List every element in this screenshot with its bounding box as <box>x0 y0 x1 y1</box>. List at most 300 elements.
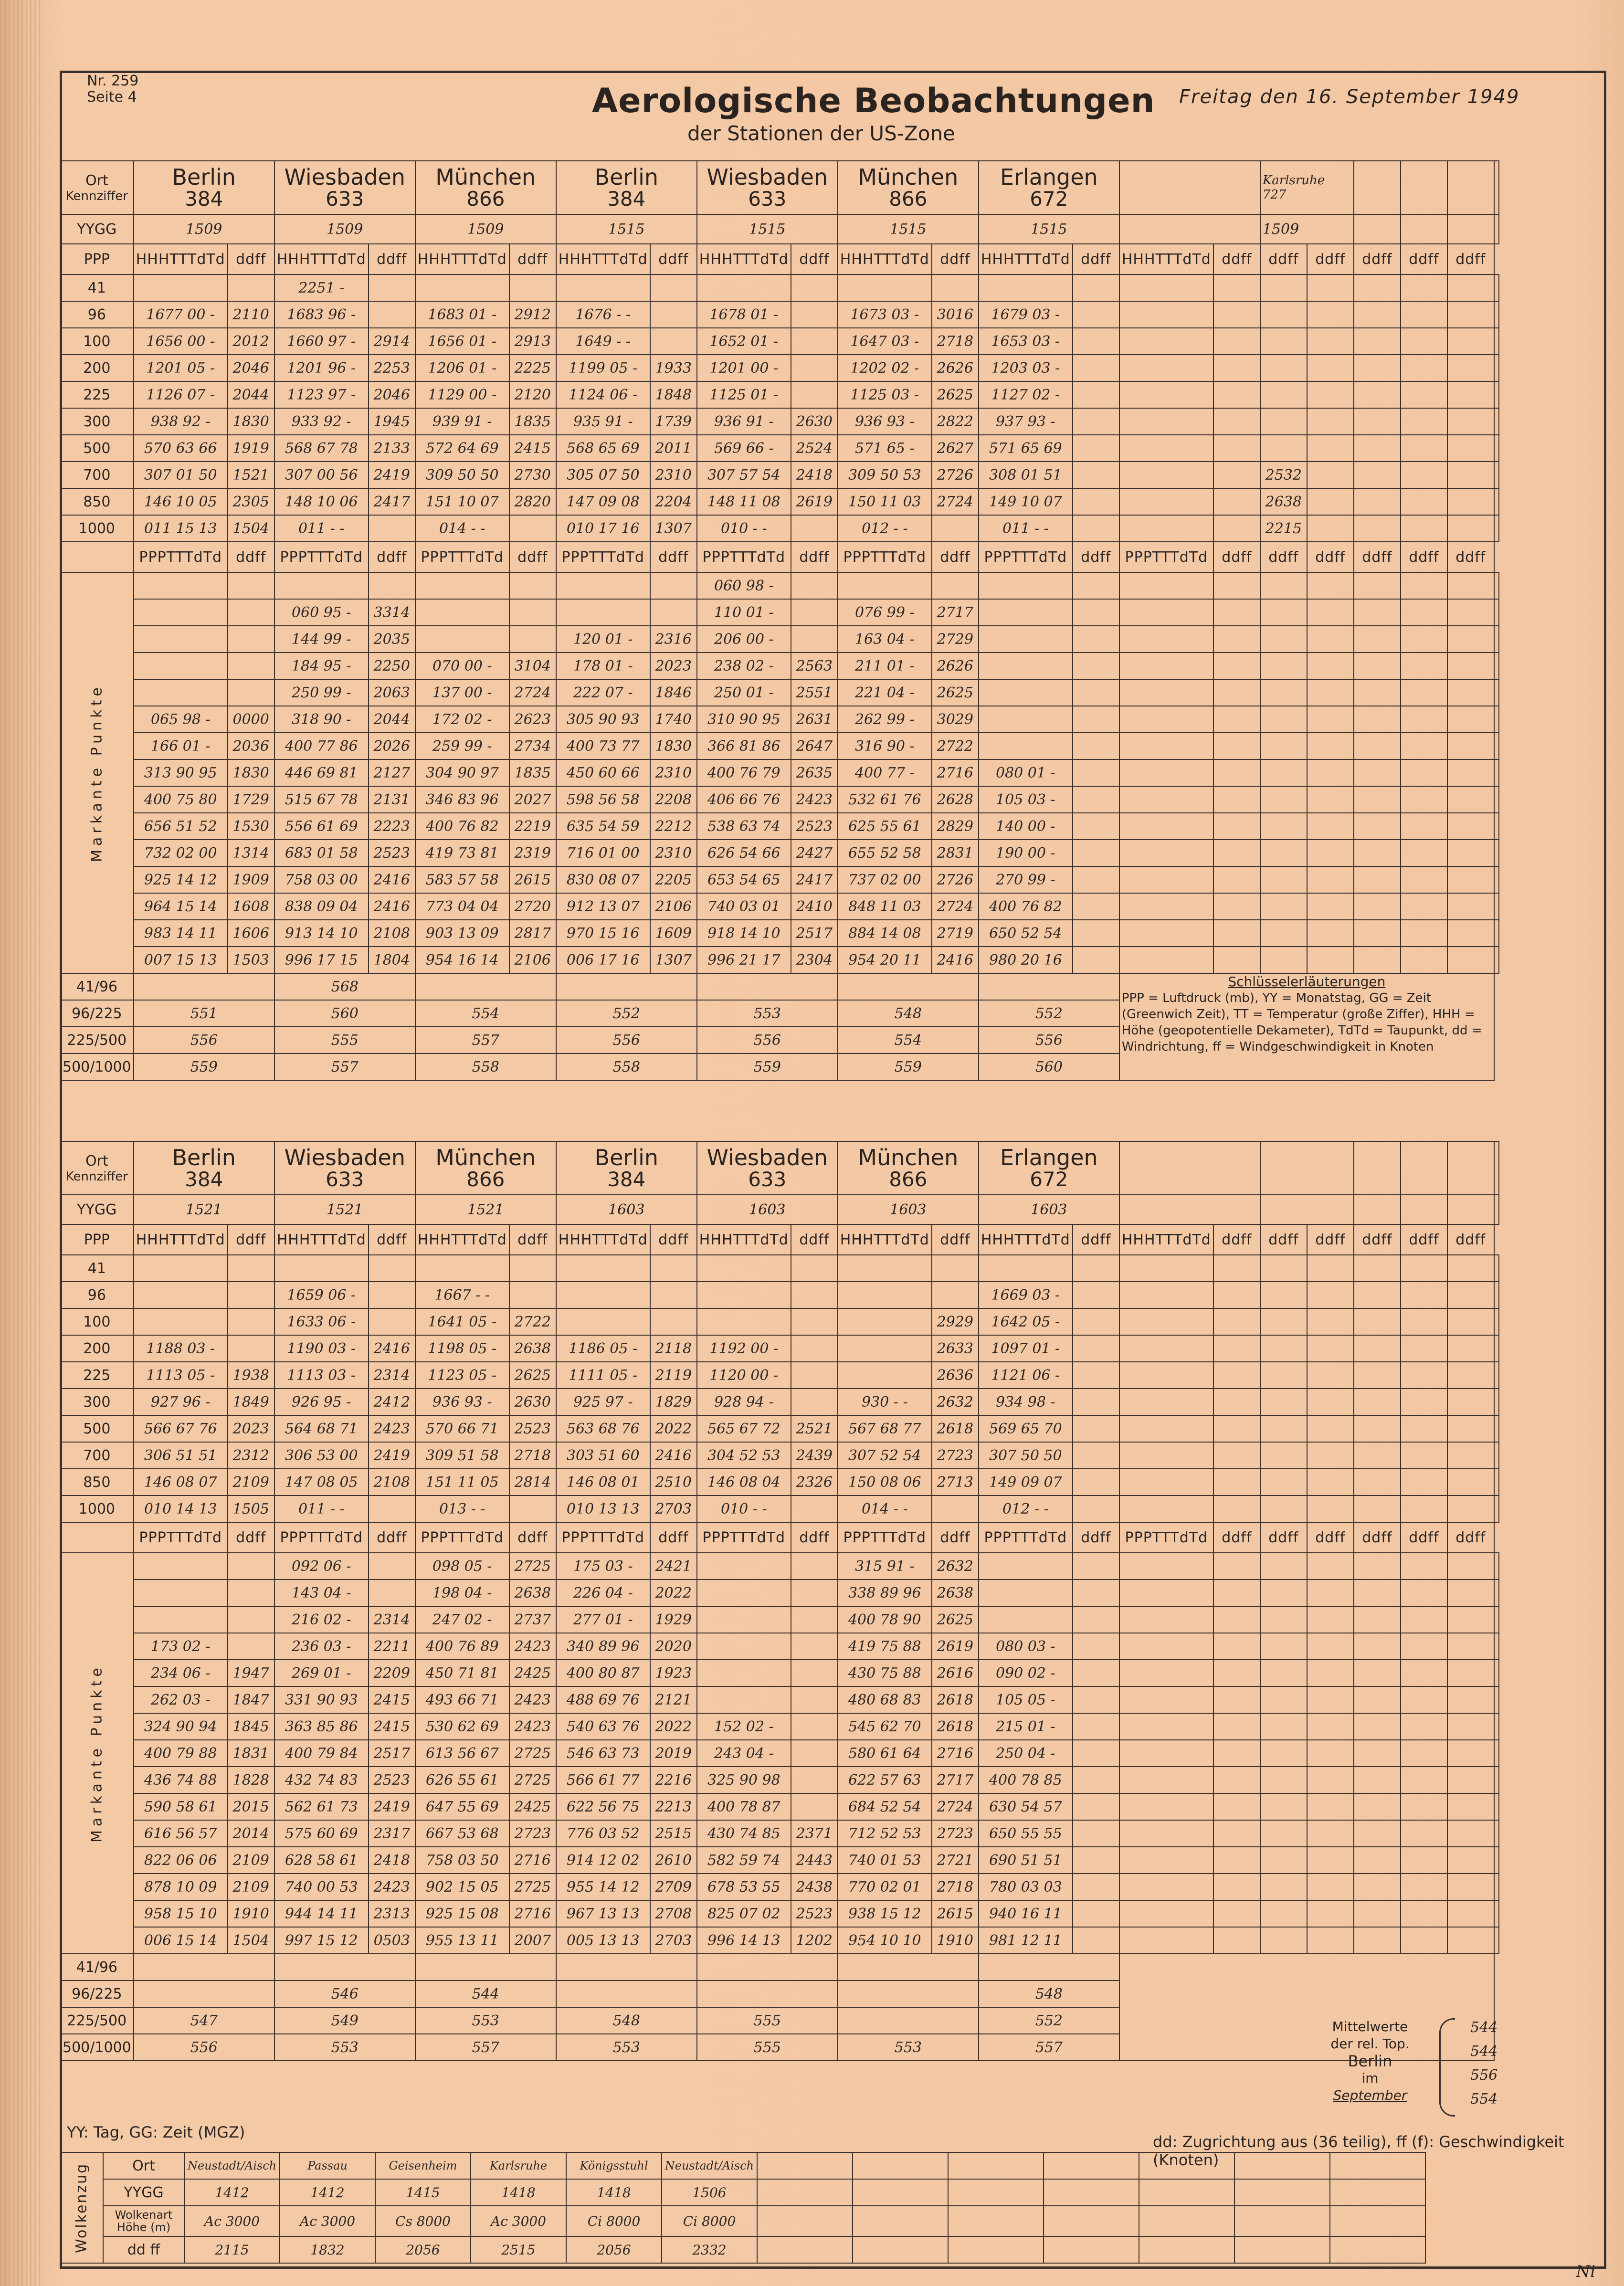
markant-cell: 2831 <box>932 840 979 866</box>
obs-cell <box>1447 1362 1494 1389</box>
markant-cell <box>1494 706 1499 733</box>
markant-cell: 2106 <box>650 893 697 920</box>
obs-cell <box>1260 1389 1307 1415</box>
obs-cell: 309 50 50 <box>415 462 509 488</box>
wolkenzug-cell <box>757 2236 853 2263</box>
obs-cell <box>1307 488 1354 515</box>
obs-cell: 011 - - <box>979 515 1073 542</box>
markant-cell: 430 75 88 <box>838 1660 932 1686</box>
markant-cell <box>791 1606 838 1633</box>
ddff-col-header: ddff <box>650 244 697 274</box>
markant-cell: 2708 <box>650 1900 697 1927</box>
markant-cell: 2416 <box>932 947 979 973</box>
station-header <box>1260 1141 1354 1195</box>
pressure-level: 700 <box>60 1442 134 1469</box>
thickness-value: 548 <box>979 1980 1119 2007</box>
markant-cell <box>1260 1874 1307 1900</box>
markant-cell <box>1447 1553 1494 1580</box>
obs-cell: 2416 <box>650 1442 697 1469</box>
markant-cell: 1503 <box>228 947 274 973</box>
markant-cell: 2551 <box>791 679 838 706</box>
markant-cell: 2427 <box>791 840 838 866</box>
obs-cell: 151 11 05 <box>415 1469 509 1496</box>
markant-cell: 338 89 96 <box>838 1580 932 1606</box>
markant-cell: 1606 <box>228 920 274 947</box>
obs-cell <box>274 1255 369 1282</box>
obs-cell: 2415 <box>509 435 556 462</box>
pressure-level: 96 <box>60 301 134 328</box>
obs-cell <box>1213 1308 1260 1335</box>
station-code: 866 <box>466 187 505 211</box>
obs-cell <box>1401 1389 1447 1415</box>
obs-cell: 1188 03 - <box>134 1335 228 1362</box>
wolkenzug-cell: 1832 <box>280 2236 375 2263</box>
markant-cell <box>1401 706 1447 733</box>
ppp-col-header: PPPTTTdTd <box>274 542 369 572</box>
obs-cell <box>1213 1469 1260 1496</box>
markant-cell: 419 75 88 <box>838 1633 932 1660</box>
markant-cell: 2223 <box>369 813 415 840</box>
markant-cell <box>1494 840 1499 866</box>
obs-cell <box>791 1496 838 1522</box>
markant-cell <box>274 572 369 599</box>
obs-cell <box>697 1282 791 1308</box>
key-text: PPP = Luftdruck (mb), YY = Monatstag, GG = Zeit (Greenwich Zeit), TT = Temperatur (große Ziffer), HHH = Höhe (geopotentielle Dekameter), TdTd = Taupunkt, dd = Windrichtung, ff = Windgeschwindigkeit in Knoten <box>1121 991 1482 1054</box>
obs-cell <box>1354 1362 1401 1389</box>
markant-cell: 2720 <box>509 893 556 920</box>
markant-cell: 247 02 - <box>415 1606 509 1633</box>
ddff-col-header: ddff <box>932 244 979 274</box>
markant-cell: 110 01 - <box>697 599 791 626</box>
markant-cell <box>1447 1660 1494 1686</box>
obs-cell: 307 50 50 <box>979 1442 1073 1469</box>
obs-cell <box>1494 515 1499 542</box>
markant-cell: 983 14 11 <box>134 920 228 947</box>
markant-cell <box>697 1606 791 1633</box>
markant-cell: 206 00 - <box>697 626 791 653</box>
markant-cell <box>1354 1847 1401 1874</box>
markant-cell <box>1494 679 1499 706</box>
markant-cell <box>509 626 556 653</box>
wolkenzug-cell <box>1330 2206 1425 2236</box>
obs-cell <box>1401 301 1447 328</box>
mittelwerte-brace <box>1439 2018 1455 2117</box>
obs-cell: 568 67 78 <box>274 435 369 462</box>
markant-cell <box>1213 1793 1260 1820</box>
obs-cell <box>1260 1415 1307 1442</box>
station-name: Berlin <box>594 164 659 190</box>
markante-punkte-label: Markante Punkte <box>60 1553 134 1954</box>
markant-cell <box>1119 1847 1213 1874</box>
kennziffer-label: Kennziffer <box>65 1169 128 1184</box>
obs-cell: 2012 <box>228 328 274 355</box>
wolkenzug-row-label: Ort <box>103 2152 184 2179</box>
obs-cell <box>1073 1362 1119 1389</box>
markant-cell: 2703 <box>650 1927 697 1954</box>
markant-cell: 2027 <box>509 786 556 813</box>
markant-cell: 243 04 - <box>697 1740 791 1767</box>
thickness-value: 552 <box>979 1000 1119 1027</box>
obs-cell: 936 93 - <box>415 1389 509 1415</box>
markant-cell: 1929 <box>650 1606 697 1633</box>
wolkenzug-cell <box>1330 2179 1425 2206</box>
markant-cell <box>1073 679 1119 706</box>
mittelwerte-month: September <box>1333 2087 1407 2103</box>
markant-cell <box>1401 1847 1447 1874</box>
markant-cell <box>1401 1660 1447 1686</box>
obs-cell: 2120 <box>509 381 556 408</box>
markant-cell <box>1213 813 1260 840</box>
obs-cell <box>1119 1389 1213 1415</box>
obs-cell: 149 09 07 <box>979 1469 1073 1496</box>
markant-cell <box>1447 840 1494 866</box>
obs-cell <box>556 1255 650 1282</box>
markant-cell <box>979 679 1073 706</box>
obs-cell: 1505 <box>228 1496 274 1522</box>
empty-cell <box>1447 1141 1494 1195</box>
markant-cell: 2725 <box>509 1553 556 1580</box>
markant-cell <box>1119 626 1213 653</box>
ddff-col-header: ddff <box>1307 244 1354 274</box>
obs-cell <box>1073 1335 1119 1362</box>
thickness-label: 500/1000 <box>60 2034 134 2061</box>
obs-cell <box>1447 488 1494 515</box>
obs-cell: 1647 03 - <box>838 328 932 355</box>
markant-cell: 912 13 07 <box>556 893 650 920</box>
obs-cell: 013 - - <box>415 1496 509 1522</box>
obs-cell: 2929 <box>932 1308 979 1335</box>
ddff-col-header: ddff <box>509 542 556 572</box>
markant-cell: 006 15 14 <box>134 1927 228 1954</box>
markant-cell <box>1354 626 1401 653</box>
thickness-value: 568 <box>274 973 415 1000</box>
markant-cell <box>979 706 1073 733</box>
station-name: München <box>435 1145 536 1170</box>
markant-cell: 400 77 86 <box>274 733 369 759</box>
obs-cell: 1202 02 - <box>838 355 932 381</box>
markant-cell <box>509 572 556 599</box>
markant-cell <box>1119 1767 1213 1793</box>
markant-cell <box>1119 840 1213 866</box>
mittelwert-1: 544 <box>1470 2019 1498 2036</box>
obs-cell <box>1447 274 1494 301</box>
markant-cell <box>1213 1767 1260 1793</box>
markant-cell: 400 79 84 <box>274 1740 369 1767</box>
obs-cell: 1683 96 - <box>274 301 369 328</box>
wolkenzug-cell: Karlsruhe <box>471 2152 566 2179</box>
obs-cell <box>1494 462 1499 488</box>
markant-cell: 2423 <box>509 1686 556 1713</box>
thickness-value: 553 <box>556 2034 697 2061</box>
obs-cell <box>1073 1469 1119 1496</box>
markant-cell: 250 04 - <box>979 1740 1073 1767</box>
markant-cell <box>1447 1793 1494 1820</box>
markant-cell <box>228 679 274 706</box>
obs-cell <box>838 1282 932 1308</box>
markant-cell <box>1213 733 1260 759</box>
thickness-value: 547 <box>134 2007 274 2034</box>
wolkenzug-cell: 1412 <box>280 2179 375 2206</box>
ddff-col-header: ddff <box>369 1224 415 1255</box>
wolkenzug-cell: 2115 <box>184 2236 280 2263</box>
obs-cell: 570 63 66 <box>134 435 228 462</box>
markant-cell <box>979 1606 1073 1633</box>
obs-cell <box>1447 408 1494 435</box>
markant-cell <box>1447 1580 1494 1606</box>
markant-cell: 825 07 02 <box>697 1900 791 1927</box>
ddff-col-header: ddff <box>1401 542 1447 572</box>
obs-cell: 1203 03 - <box>979 355 1073 381</box>
markant-cell: 914 12 02 <box>556 1847 650 1874</box>
ddff-col-header: ddff <box>1401 1224 1447 1255</box>
markant-cell <box>1447 1820 1494 1847</box>
markant-cell <box>1307 1580 1354 1606</box>
obs-cell: 014 - - <box>838 1496 932 1522</box>
markant-cell <box>979 733 1073 759</box>
markant-cell <box>1307 1874 1354 1900</box>
obs-cell <box>1307 1415 1354 1442</box>
obs-cell <box>1494 1255 1499 1282</box>
markant-cell <box>1401 1900 1447 1927</box>
obs-cell: 306 51 51 <box>134 1442 228 1469</box>
markant-cell <box>1447 786 1494 813</box>
hhh-col-header: HHHTTTdTd <box>556 244 650 274</box>
yygg-value: 1603 <box>697 1195 838 1224</box>
obs-cell: 1307 <box>650 515 697 542</box>
obs-cell: 308 01 51 <box>979 462 1073 488</box>
markant-cell: 2615 <box>509 866 556 893</box>
markant-cell <box>1307 1793 1354 1820</box>
ddff-col-header: ddff <box>1447 542 1494 572</box>
obs-cell: 2215 <box>1260 515 1307 542</box>
markant-cell <box>228 1633 274 1660</box>
markant-cell <box>1260 920 1307 947</box>
obs-cell: 2627 <box>932 435 979 462</box>
thickness-value <box>838 1954 979 1980</box>
obs-cell: 2822 <box>932 408 979 435</box>
markant-cell <box>1213 679 1260 706</box>
obs-cell <box>791 1282 838 1308</box>
markant-cell: 098 05 - <box>415 1553 509 1580</box>
obs-cell: 1120 00 - <box>697 1362 791 1389</box>
markant-cell <box>1494 893 1499 920</box>
markant-cell: 250 99 - <box>274 679 369 706</box>
markant-cell: 2721 <box>932 1847 979 1874</box>
obs-cell: 925 97 - <box>556 1389 650 1415</box>
obs-cell <box>1073 408 1119 435</box>
mittelwerte-im: im <box>1361 2070 1379 2086</box>
markant-cell <box>1354 679 1401 706</box>
obs-cell: 1938 <box>228 1362 274 1389</box>
markant-cell <box>1213 1580 1260 1606</box>
thickness-value: 556 <box>134 2034 274 2061</box>
wolkenzug-cell: Ac 3000 <box>184 2206 280 2236</box>
markant-cell <box>1354 759 1401 786</box>
obs-cell <box>1401 355 1447 381</box>
markant-cell: 222 07 - <box>556 679 650 706</box>
obs-cell <box>1354 1255 1401 1282</box>
markant-cell: 2423 <box>509 1713 556 1740</box>
obs-cell <box>932 515 979 542</box>
hhh-col-header: HHHTTTdTd <box>415 1224 509 1255</box>
empty-cell <box>1494 214 1499 244</box>
station-header <box>274 1141 415 1195</box>
markant-cell <box>1260 1553 1307 1580</box>
markant-cell: 1504 <box>228 1927 274 1954</box>
obs-cell <box>1494 1496 1499 1522</box>
station-name: München <box>858 1145 959 1170</box>
markant-cell: 493 66 71 <box>415 1686 509 1713</box>
markant-cell: 221 04 - <box>838 679 932 706</box>
obs-cell <box>1307 381 1354 408</box>
markant-cell: 678 53 55 <box>697 1874 791 1900</box>
obs-cell: 937 93 - <box>979 408 1073 435</box>
markant-cell: 954 20 11 <box>838 947 932 973</box>
obs-cell <box>650 1308 697 1335</box>
thickness-label: 41/96 <box>60 973 134 1000</box>
markant-cell <box>1401 786 1447 813</box>
thickness-value <box>415 973 556 1000</box>
markant-cell: 363 85 86 <box>274 1713 369 1740</box>
markant-cell <box>1354 706 1401 733</box>
markant-cell <box>1401 920 1447 947</box>
markant-cell <box>1307 733 1354 759</box>
obs-cell <box>1073 1282 1119 1308</box>
thickness-value: 553 <box>838 2034 979 2061</box>
obs-cell: 2022 <box>650 1415 697 1442</box>
wolkenzug-cell: Neustadt/Aisch <box>662 2152 757 2179</box>
markant-cell: 006 17 16 <box>556 947 650 973</box>
markant-cell: 2723 <box>932 1820 979 1847</box>
obs-cell: 2638 <box>509 1335 556 1362</box>
wolkenzug-cell: Passau <box>280 2152 375 2179</box>
markant-cell <box>791 1633 838 1660</box>
obs-cell <box>1119 408 1213 435</box>
obs-cell <box>1260 301 1307 328</box>
markant-cell <box>1307 759 1354 786</box>
markant-cell <box>1494 1740 1499 1767</box>
markant-cell <box>1494 1686 1499 1713</box>
markant-cell <box>1073 1874 1119 1900</box>
markant-cell <box>1119 1900 1213 1927</box>
markant-cell <box>134 626 228 653</box>
markant-cell: 175 03 - <box>556 1553 650 1580</box>
markant-cell <box>1494 759 1499 786</box>
markant-cell <box>1354 1740 1401 1767</box>
obs-cell: 571 65 - <box>838 435 932 462</box>
markant-cell: 996 21 17 <box>697 947 791 973</box>
markant-cell <box>1354 1553 1401 1580</box>
markant-cell <box>556 572 650 599</box>
dd-note: dd: Zugrichtung aus (36 teilig), ff (f): Geschwindigkeit (Knoten) <box>1153 2133 1564 2169</box>
thickness-value: 555 <box>274 1027 415 1053</box>
markant-cell <box>1260 786 1307 813</box>
markant-cell: 005 13 13 <box>556 1927 650 1954</box>
markant-cell: 234 06 - <box>134 1660 228 1686</box>
markant-cell <box>979 1553 1073 1580</box>
markant-cell: 740 00 53 <box>274 1874 369 1900</box>
station-code: 633 <box>748 1168 787 1191</box>
obs-cell <box>791 1389 838 1415</box>
thickness-value: 552 <box>979 2007 1119 2034</box>
markant-cell <box>1307 1927 1354 1954</box>
station-code: 866 <box>889 187 928 211</box>
markant-cell: 1530 <box>228 813 274 840</box>
station-name: Erlangen <box>1000 164 1098 190</box>
obs-cell: 146 08 01 <box>556 1469 650 1496</box>
markant-cell: 997 15 12 <box>274 1927 369 1954</box>
markant-cell: 590 58 61 <box>134 1793 228 1820</box>
markant-cell: 2734 <box>509 733 556 759</box>
markant-cell <box>1213 893 1260 920</box>
markant-cell <box>1073 1553 1119 1580</box>
markant-cell: 1830 <box>228 759 274 786</box>
obs-cell: 2119 <box>650 1362 697 1389</box>
markant-cell: 325 90 98 <box>697 1767 791 1793</box>
obs-cell: 2724 <box>932 488 979 515</box>
markant-cell: 092 06 - <box>274 1553 369 1580</box>
markant-cell: 1314 <box>228 840 274 866</box>
markant-cell <box>1260 947 1307 973</box>
thickness-label: 225/500 <box>60 1027 134 1053</box>
markant-cell <box>1260 1927 1307 1954</box>
obs-cell <box>791 381 838 408</box>
obs-cell <box>697 1308 791 1335</box>
markant-cell <box>1401 1820 1447 1847</box>
station-header <box>556 1141 697 1195</box>
markant-cell <box>1119 653 1213 679</box>
markant-cell: 2610 <box>650 1847 697 1874</box>
markant-cell <box>1401 1793 1447 1820</box>
markant-cell: 316 90 - <box>838 733 932 759</box>
obs-cell: 570 66 71 <box>415 1415 509 1442</box>
obs-cell <box>1354 1442 1401 1469</box>
markant-cell: 656 51 52 <box>134 813 228 840</box>
ppp-col-header: PPPTTTdTd <box>1119 1522 1213 1553</box>
hhh-col-header: HHHTTTdTd <box>1119 1224 1213 1255</box>
wolkenzug-cell: Cs 8000 <box>375 2206 471 2236</box>
markant-cell <box>1354 1820 1401 1847</box>
markant-cell <box>1260 893 1307 920</box>
markant-cell <box>1494 1713 1499 1740</box>
markant-cell <box>791 1713 838 1740</box>
empty-cell <box>1401 161 1447 214</box>
ppp-col-header: PPPTTTdTd <box>556 1522 650 1553</box>
obs-cell <box>1213 1415 1260 1442</box>
markant-cell <box>134 653 228 679</box>
obs-cell: 1113 05 - <box>134 1362 228 1389</box>
thickness-value: 549 <box>274 2007 415 2034</box>
station-code: 866 <box>889 1168 928 1191</box>
bottom-observation-table <box>60 1141 1499 2061</box>
markant-cell <box>1401 893 1447 920</box>
thickness-value: 558 <box>556 1053 697 1080</box>
obs-cell: 1656 00 - <box>134 328 228 355</box>
wolkenzug-cell <box>853 2206 948 2236</box>
obs-cell: 147 08 05 <box>274 1469 369 1496</box>
obs-cell <box>228 1255 274 1282</box>
markant-cell <box>1213 866 1260 893</box>
empty-cell <box>1354 1195 1401 1224</box>
ddff-col-header: ddff <box>1213 1522 1260 1553</box>
markant-cell <box>1119 1713 1213 1740</box>
top-observation-table <box>60 160 1499 1081</box>
markant-cell: 419 73 81 <box>415 840 509 866</box>
markant-cell <box>1354 653 1401 679</box>
markant-cell: 318 90 - <box>274 706 369 733</box>
obs-cell <box>1494 1335 1499 1362</box>
obs-cell <box>1073 301 1119 328</box>
